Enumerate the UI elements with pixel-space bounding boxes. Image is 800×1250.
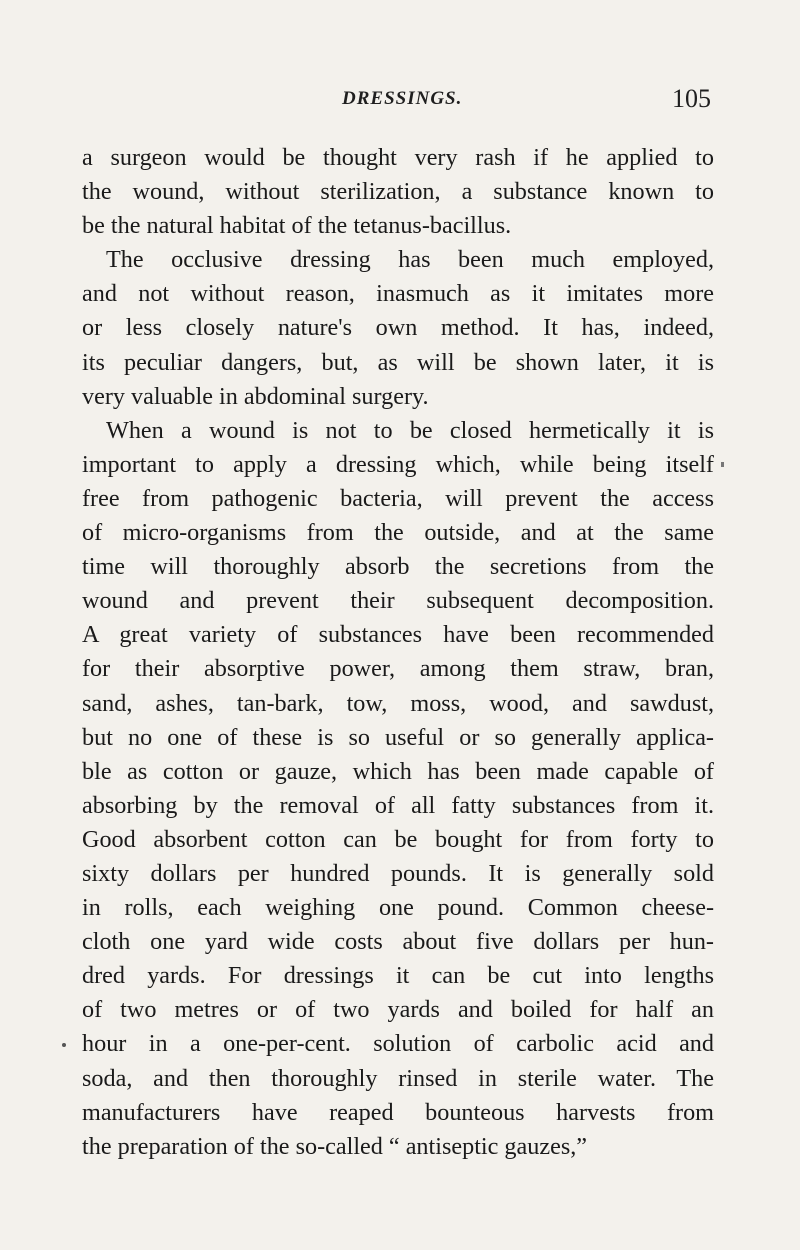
- text-line: very valuable in abdominal surgery.: [82, 382, 429, 410]
- text-line: time will thoroughly absorb the secretions from the: [82, 553, 714, 581]
- text-line: of micro-organisms from the outside, and at the same: [82, 519, 714, 547]
- text-line: A great variety of substances have been recommended: [82, 621, 714, 649]
- text-line: free from pathogenic bacteria, will prevent the access: [82, 484, 714, 512]
- text-line: hour in a one-per-cent. solution of carbolic acid and: [82, 1030, 714, 1058]
- text-line: wound and prevent their subsequent decomposition.: [82, 587, 714, 615]
- text-line: the preparation of the so-called “ antiseptic gauzes,”: [82, 1132, 588, 1160]
- text-line: soda, and then thoroughly rinsed in sterile water. The: [82, 1064, 714, 1092]
- text-line: for their absorptive power, among them straw, bran,: [82, 655, 714, 683]
- text-line: ble as cotton or gauze, which has been made capable of: [82, 757, 714, 785]
- text-line: the wound, without sterilization, a substance known to: [82, 178, 714, 206]
- text-line: or less closely nature's own method. It has, indeed,: [82, 314, 714, 342]
- text-line: manufacturers have reaped bounteous harvests from: [82, 1098, 714, 1126]
- text-line: cloth one yard wide costs about five dollars per hun-: [82, 928, 714, 956]
- text-line: in rolls, each weighing one pound. Common cheese-: [82, 894, 714, 922]
- text-line: The occlusive dressing has been much employed,: [106, 246, 714, 274]
- text-line: absorbing by the removal of all fatty substances from it.: [82, 791, 714, 819]
- text-line: dred yards. For dressings it can be cut into lengths: [82, 962, 714, 990]
- margin-speck: [62, 1043, 66, 1047]
- body-text: [82, 141, 714, 1164]
- text-line: of two metres or of two yards and boiled for half an: [82, 996, 714, 1024]
- text-line: sixty dollars per hundred pounds. It is generally sold: [82, 859, 714, 887]
- text-line: a surgeon would be thought very rash if he applied to: [82, 144, 714, 171]
- text-line: important to apply a dressing which, while being itself: [82, 450, 714, 478]
- page-number: 105: [672, 84, 711, 113]
- text-line: its peculiar dangers, but, as will be shown later, it is: [82, 348, 714, 376]
- text-line: Good absorbent cotton can be bought for from forty to: [82, 825, 714, 853]
- text-line: When a wound is not to be closed hermetically it is: [106, 416, 714, 444]
- running-title: DRESSINGS.: [342, 88, 463, 109]
- text-line: be the natural habitat of the tetanus-bacillus.: [82, 212, 512, 240]
- text-line: sand, ashes, tan-bark, tow, moss, wood, and sawdust,: [82, 689, 714, 717]
- text-line: but no one of these is so useful or so generally applica-: [82, 723, 714, 751]
- running-head: [0, 80, 800, 120]
- text-line: and not without reason, inasmuch as it imitates more: [82, 280, 714, 308]
- margin-speck: [721, 462, 724, 467]
